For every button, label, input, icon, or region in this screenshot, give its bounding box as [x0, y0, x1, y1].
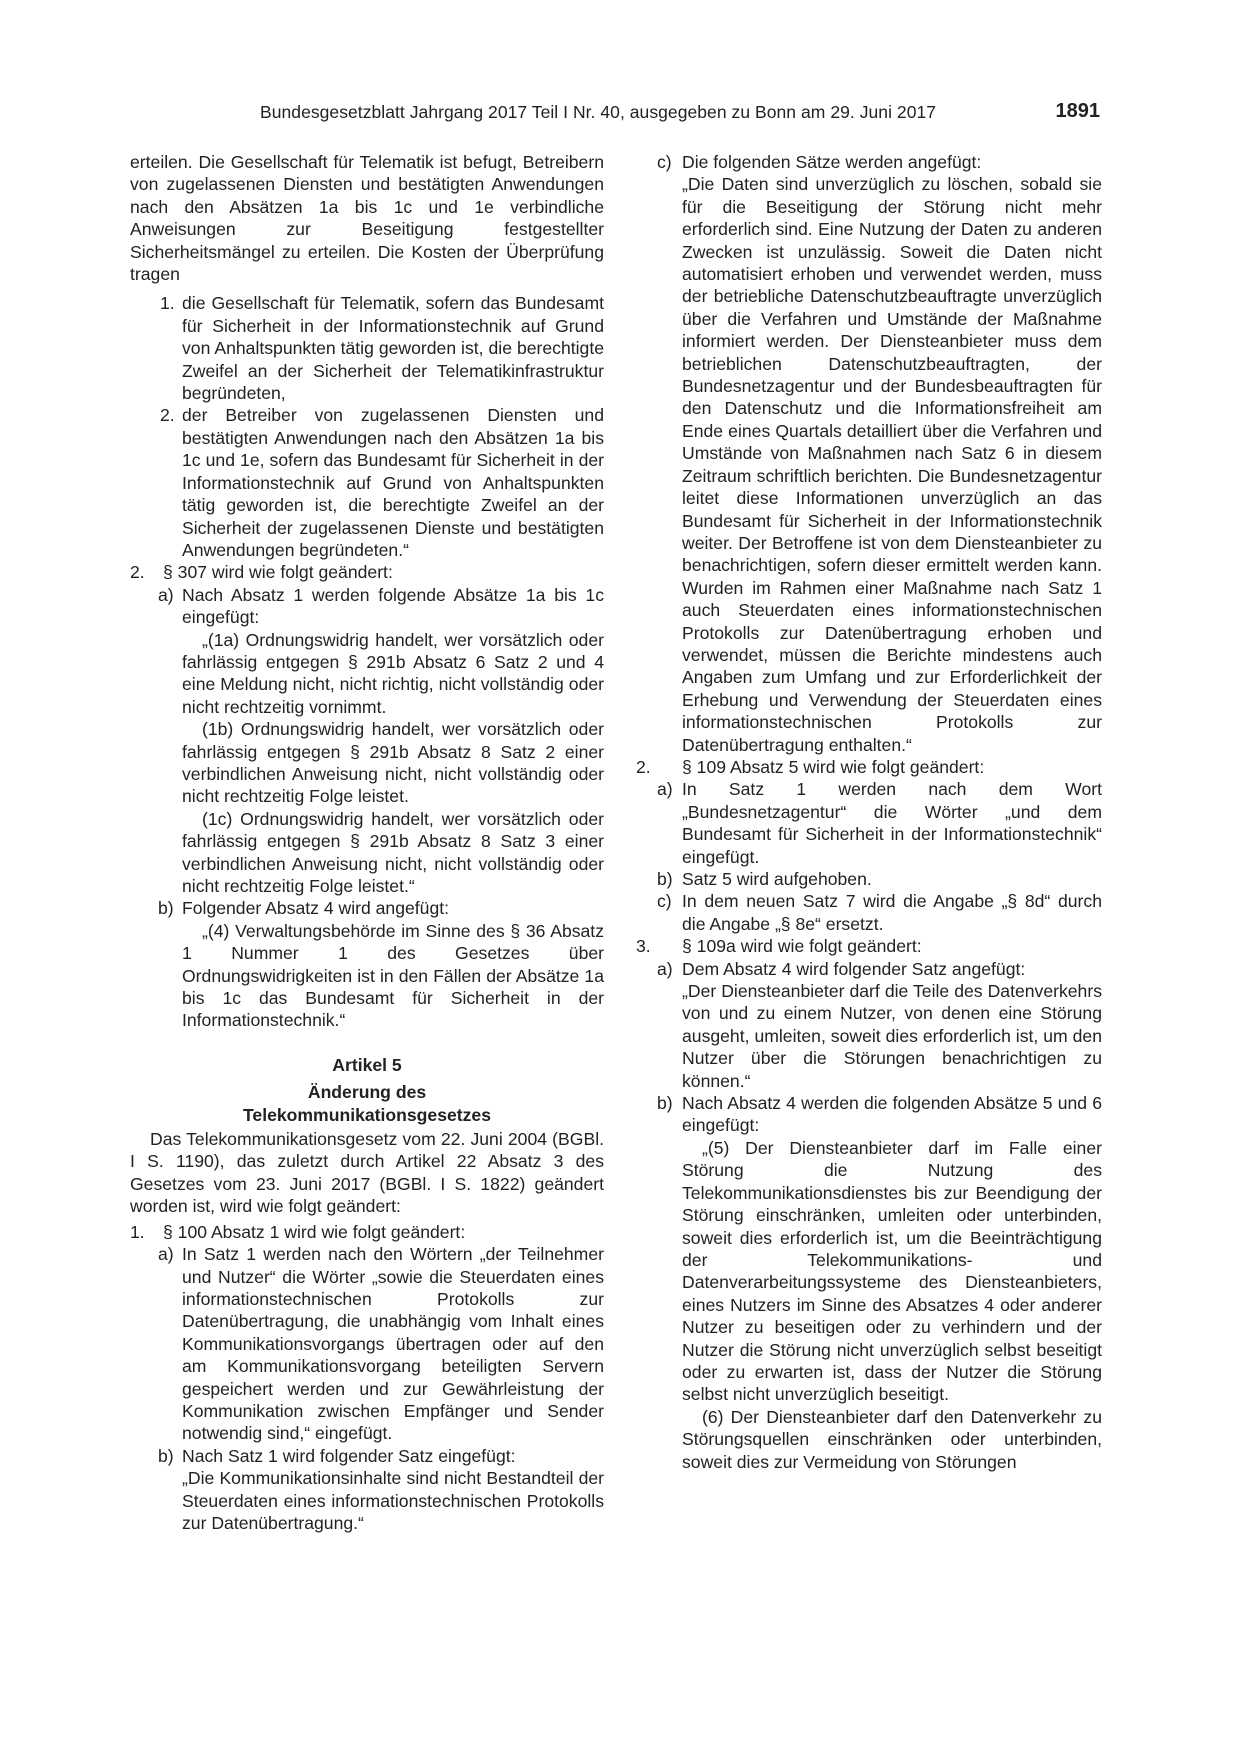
amendment-text: § 100 Absatz 1 wird wie folgt geändert: — [163, 1221, 466, 1242]
article-subtitle: Änderung des — [307, 1082, 427, 1103]
sub-item-label: a) — [158, 584, 174, 605]
list-item — [130, 292, 604, 404]
sub-item — [657, 868, 1102, 890]
amendment-text: § 109a wird wie folgt geändert: — [682, 936, 922, 957]
sub-item-label: c) — [657, 152, 672, 172]
sub-item — [657, 1092, 1102, 1137]
quoted-paragraph: „Der Diensteanbieter darf die Teile des Datenverkehrs von und zu einem Nutzer, von denen eine Störung ausgeht, umleiten, soweit dies erforderlich ist, um den Nutzer über die Störungen benachrichtigen zu können.“ — [682, 981, 1102, 1091]
sub-item-label: a) — [158, 1244, 174, 1265]
quoted-paragraph: „Die Daten sind unverzüglich zu löschen, sobald sie für die Beseitigung der Störung nicht mehr erforderlich sind. Eine Nutzung der Daten zu anderen Zwecken ist unzulässig. Soweit die Daten nicht automatisiert erhoben und verwendet werden, muss der betriebliche Datenschutzbeauftragte unverzüglich über die Verfahren und Umstände der Maßnahme informiert werden. Der Diensteanbieter muss dem betrieblichen Datenschutzbeauftragten, der Bundesnetzagentur und der Bundesbeauftragten für den Datenschutz und die Informationsfreiheit am Ende eines Quartals detailliert über die Verfahren und Umstände von Maßnahmen nach Satz 6 in diesem Zeitraum schriftlich berichten. Die Bundesnetzagentur leitet diese Informationen unverzüglich an das Bundesamt für Sicherheit in der Informationstechnik weiter. Der Betroffene ist von dem Diensteanbieter zu benachrichtigen, sofern dieser ermittelt werden kann. Wurden im Rahmen einer Maßnahme nach Satz 1 auch Steuerdaten eines informationstechnischen Protokolls zur Datenübertragung erhoben und verwendet, müssen die Berichte mindestens auch Angaben zum Umfang und zur Erforderlichkeit der Erhebung und Verwendung der Steuerdaten eines informationstechnischen Protokolls zur Datenübertragung enthalten.“ — [682, 174, 1102, 755]
sub-item — [130, 584, 604, 629]
amendment-text: § 307 wird wie folgt geändert: — [163, 562, 393, 583]
sub-item-text: Die folgenden Sätze werden angefügt: — [682, 152, 982, 172]
sub-item-text: Nach Absatz 1 werden folgende Absätze 1a bis 1c eingefügt: — [182, 584, 604, 628]
left-column — [130, 151, 604, 1534]
sub-item-text: Nach Absatz 4 werden die folgenden Absätze 5 und 6 eingefügt: — [682, 1093, 1102, 1136]
quoted-paragraph: (6) Der Diensteanbieter darf den Datenverkehr zu Störungsquellen einschränken oder unterbinden, soweit dies zur Vermeidung von Störungen — [682, 1406, 1102, 1472]
quoted-paragraph: (1b) Ordnungswidrig handelt, wer vorsätzlich oder fahrlässig entgegen § 291b Absatz 8 Satz 2 einer verbindlichen Anweisung nicht, nicht vollständig oder nicht rechtzeitig Folge leistet. — [182, 719, 604, 807]
sub-item-label: b) — [657, 869, 673, 889]
amendment-item — [636, 756, 1102, 778]
amendment-item — [636, 935, 1102, 957]
sub-item — [657, 958, 1102, 980]
sub-item-text: Nach Satz 1 wird folgender Satz eingefügt: — [182, 1445, 516, 1466]
sub-item-label: a) — [657, 779, 673, 800]
page-number: 1891 — [1055, 100, 1100, 122]
running-title: Bundesgesetzblatt Jahrgang 2017 Teil I Nr. 40, ausgegeben zu Bonn am 29. Juni 2017 — [260, 102, 937, 122]
intro-paragraph: erteilen. Die Gesellschaft für Telematik ist befugt, Betreibern von zugelassenen Diensten und bestätigten Anwendungen nach den Absätzen 1a bis 1c und 1e verbindliche Anweisungen zur Beseitigung festgestellter Sicherheitsmängel zu erteilen. Die Kosten der Überprüfung tragen — [130, 152, 604, 285]
article-subtitle: Telekommunikationsgesetzes — [242, 1104, 492, 1125]
article-title: Artikel 5 — [332, 1054, 402, 1075]
amendment-text: § 109 Absatz 5 wird wie folgt geändert: — [682, 756, 985, 777]
sub-item-text: Folgender Absatz 4 wird angefügt: — [182, 898, 450, 919]
quoted-paragraph: (1c) Ordnungswidrig handelt, wer vorsätzlich oder fahrlässig entgegen § 291b Absatz 8 Satz 3 einer verbindlichen Anweisung nicht, nicht vollständig oder nicht rechtzeitig Folge leistet.“ — [182, 808, 604, 896]
quoted-paragraph: „(1a) Ordnungswidrig handelt, wer vorsätzlich oder fahrlässig entgegen § 291b Absatz 6 Satz 2 und 4 eine Meldung nicht, nicht richtig, nicht vollständig oder nicht rechtzeitig vornimmt. — [182, 629, 604, 717]
amendment-label: 3. — [636, 936, 651, 957]
list-item-label: 1. — [160, 293, 175, 314]
quoted-paragraph: „(5) Der Diensteanbieter darf im Falle einer Störung die Nutzung des Telekommunikationsdienstes bis zur Beendigung der Störung einschränken, umleiten oder unterbinden, soweit dies erforderlich ist, um die Beeinträchtigung der Telekommunikations- und Datenverarbeitungssysteme des Diensteanbieters, eines Nutzers im Sinne des Absatzes 4 oder anderer Nutzer zu beseitigen oder zu verhindern und der Nutzer die Störung nicht unverzüglich selbst beseitigt oder zu erwarten ist, dass der Nutzer die Störung selbst nicht unverzüglich beseitigt. — [682, 1137, 1102, 1405]
amendment-item — [130, 1221, 604, 1243]
sub-item-label: b) — [158, 898, 174, 919]
sub-item-label: b) — [657, 1093, 673, 1114]
sub-item — [130, 897, 604, 919]
sub-item-text: In Satz 1 werden nach den Wörtern „der Teilnehmer und Nutzer“ die Wörter „sowie die Steuerdaten eines informationstechnischen Protokolls zur Datenübertragung, die unabhängig vom Inhalt eines Kommunikationsvorgangs übertragen oder auf den am Kommunikationsvorgang beteiligten Servern gespeichert werden und zur Gewährleistung der Kommunikation zwischen Empfänger und Sender notwendig sind,“ eingefügt. — [182, 1244, 604, 1444]
amendment-label: 1. — [130, 1221, 145, 1242]
amendment-label: 2. — [636, 756, 651, 777]
sub-item — [657, 778, 1102, 868]
list-item — [130, 404, 604, 561]
amendment-item — [130, 561, 604, 583]
sub-item — [130, 1243, 604, 1445]
list-item-label: 2. — [160, 405, 175, 426]
sub-item-label: c) — [657, 891, 672, 912]
list-item-text: der Betreiber von zugelassenen Diensten und bestätigten Anwendungen nach den Absätzen 1a bis 1c und 1e, sofern das Bundesamt für Sicherheit in der Informationstechnik auf Grund von Anhaltspunkten tätig geworden ist, die berechtigte Zweifel an der Sicherheit der zugelassenen Dienste und bestätigten Anwendungen begründeten.“ — [182, 405, 604, 560]
sub-item-text: In Satz 1 werden nach dem Wort „Bundesnetzagentur“ die Wörter „und dem Bundesamt für Sicherheit in der Informationstechnik“ eingefügt. — [682, 779, 1102, 867]
sub-item — [657, 890, 1102, 935]
sub-item-text: Satz 5 wird aufgehoben. — [682, 869, 872, 889]
sub-item-text: Dem Absatz 4 wird folgender Satz angefügt: — [682, 958, 1026, 979]
list-item-text: die Gesellschaft für Telematik, sofern das Bundesamt für Sicherheit in der Informationstechnik auf Grund von Anhaltspunkten tätig geworden ist, die berechtigte Zweifel an der Sicherheit der Telematikinfrastruktur begründeten, — [182, 293, 604, 404]
quoted-paragraph: „(4) Verwaltungsbehörde im Sinne des § 36 Absatz 1 Nummer 1 des Gesetzes über Ordnungswidrigkeiten ist in den Fällen der Absätze 1a bis 1c das Bundesamt für Sicherheit in der Informationstechnik.“ — [182, 920, 604, 1031]
sub-item-label: a) — [657, 958, 673, 979]
sub-item — [657, 151, 1102, 173]
right-column — [636, 151, 1102, 1473]
sub-item — [130, 1445, 604, 1467]
quoted-paragraph: „Die Kommunikationsinhalte sind nicht Bestandteil der Steuerdaten eines informationstechnischen Protokolls zur Datenübertragung.“ — [182, 1468, 604, 1533]
amendment-label: 2. — [130, 562, 145, 583]
sub-item-label: b) — [158, 1445, 174, 1466]
sub-item-text: In dem neuen Satz 7 wird die Angabe „§ 8d“ durch die Angabe „§ 8e“ ersetzt. — [682, 891, 1102, 934]
page-header — [130, 100, 1100, 130]
article-intro: Das Telekommunikationsgesetz vom 22. Juni 2004 (BGBl. I S. 1190), das zuletzt durch Artikel 22 Absatz 3 des Gesetzes vom 23. Juni 2017 (BGBl. I S. 1822) geändert worden ist, wird wie folgt geändert: — [130, 1129, 604, 1217]
